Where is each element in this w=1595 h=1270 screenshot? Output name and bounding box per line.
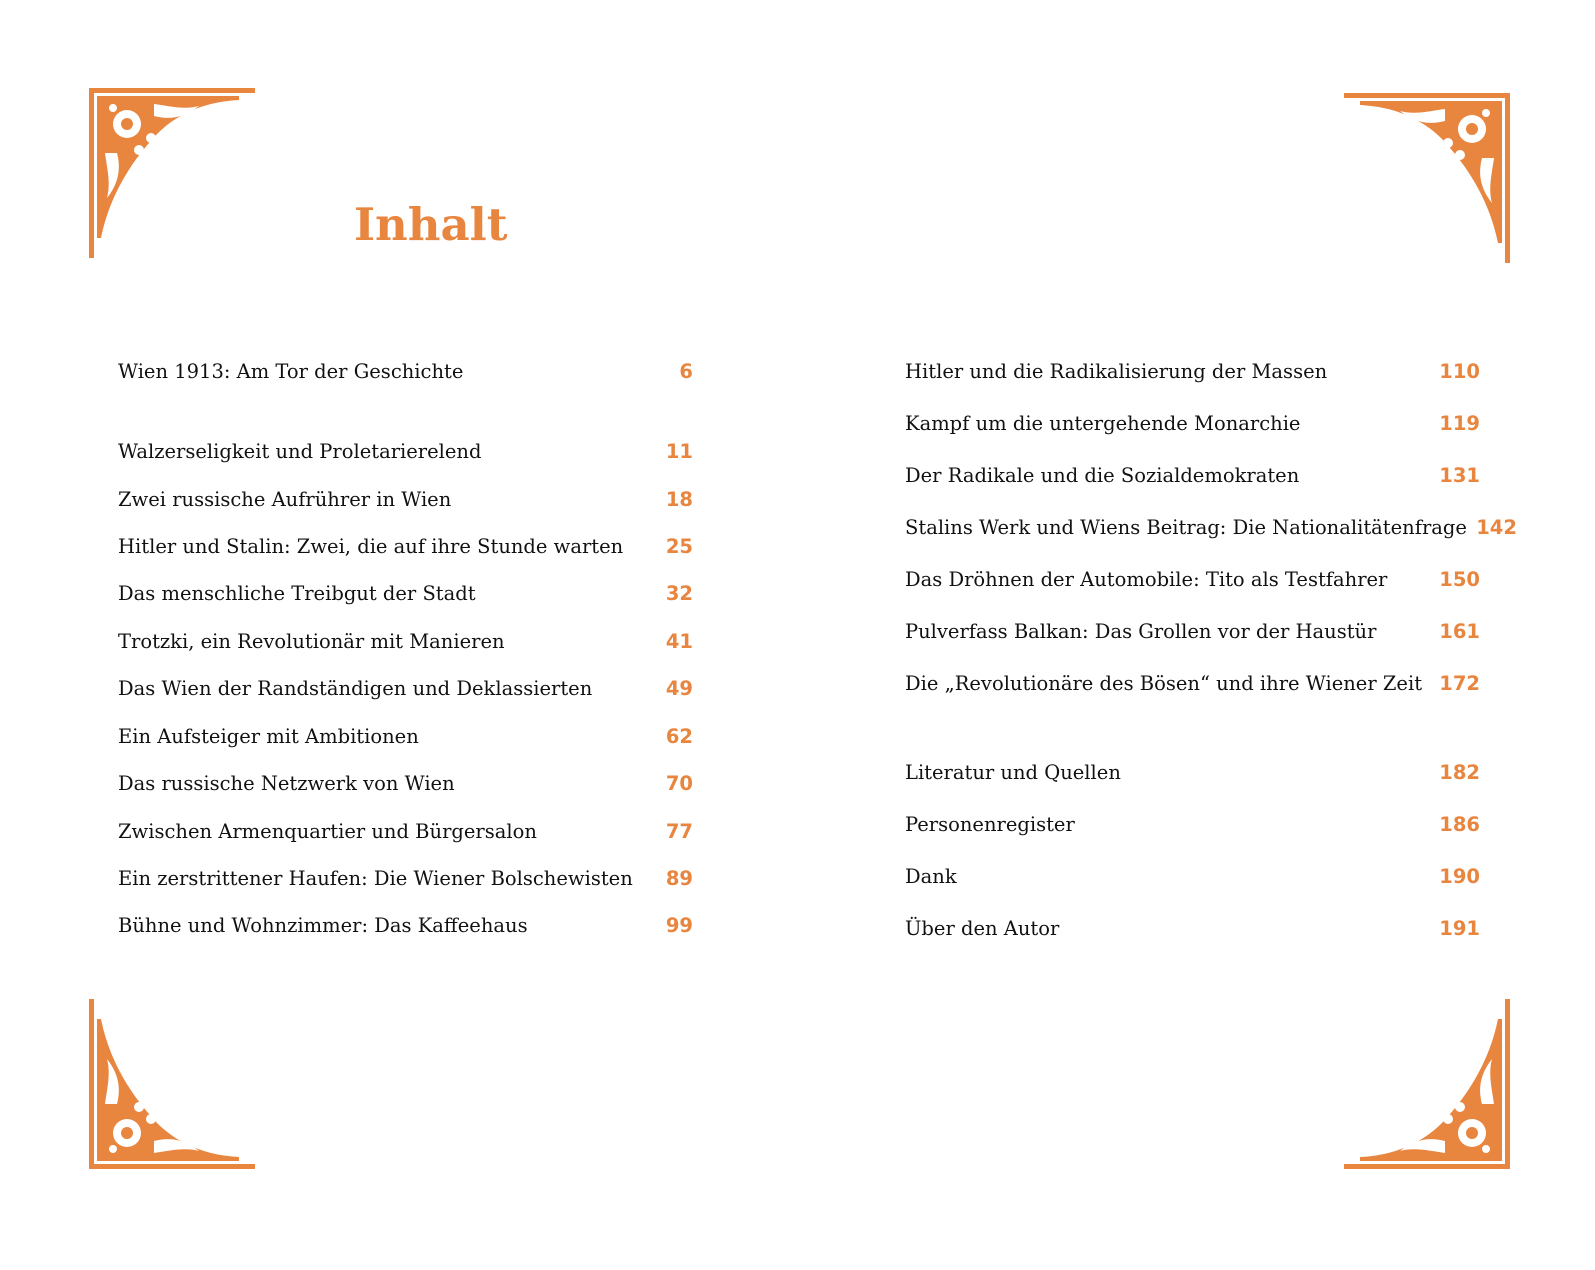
toc-entry-title: Über den Autor xyxy=(905,916,1060,940)
ornamental-corner-icon xyxy=(89,999,255,1169)
toc-entry-title: Das Wien der Randständigen und Deklassierten xyxy=(118,676,593,700)
page-title: Inhalt xyxy=(354,198,508,251)
toc-entry-page: 89 xyxy=(665,866,693,890)
toc-entry-page: 190 xyxy=(1439,864,1480,888)
toc-entry-page: 131 xyxy=(1439,463,1480,487)
toc-entry-page: 150 xyxy=(1439,567,1480,591)
toc-entry-title: Wien 1913: Am Tor der Geschichte xyxy=(118,359,464,383)
toc-entry-page: 186 xyxy=(1439,812,1480,836)
toc-entry[interactable] xyxy=(905,913,1480,943)
toc-entry-title: Bühne und Wohnzimmer: Das Kaffeehaus xyxy=(118,913,528,937)
toc-entry[interactable] xyxy=(905,356,1480,386)
toc-entry-title: Pulverfass Balkan: Das Grollen vor der Haustür xyxy=(905,619,1377,643)
toc-entry[interactable] xyxy=(905,512,1517,542)
toc-entry[interactable] xyxy=(905,668,1480,698)
toc-entry[interactable] xyxy=(905,616,1480,646)
toc-entry-title: Zwei russische Aufrührer in Wien xyxy=(118,487,452,511)
toc-entry-page: 161 xyxy=(1439,619,1480,643)
ornamental-corner-icon xyxy=(1344,999,1510,1169)
toc-entry-page: 41 xyxy=(665,629,693,653)
toc-entry-title: Das russische Netzwerk von Wien xyxy=(118,771,455,795)
toc-entry-title: Ein zerstrittener Haufen: Die Wiener Bolschewisten xyxy=(118,866,633,890)
toc-entry[interactable] xyxy=(118,531,693,561)
toc-entry[interactable] xyxy=(118,673,693,703)
toc-entry[interactable] xyxy=(905,757,1480,787)
toc-entry-title: Kampf um die untergehende Monarchie xyxy=(905,411,1301,435)
toc-entry-title: Hitler und die Radikalisierung der Massen xyxy=(905,359,1328,383)
toc-entry[interactable] xyxy=(905,809,1480,839)
ornamental-corner-icon xyxy=(89,88,255,258)
toc-entry-title: Hitler und Stalin: Zwei, die auf ihre Stunde warten xyxy=(118,534,624,558)
ornamental-corner-icon xyxy=(1344,93,1510,263)
toc-entry-title: Die „Revolutionäre des Bösen“ und ihre Wiener Zeit xyxy=(905,671,1423,695)
toc-entry[interactable] xyxy=(118,578,693,608)
toc-entry-page: 119 xyxy=(1439,411,1480,435)
toc-entry[interactable] xyxy=(118,910,693,940)
toc-entry-page: 77 xyxy=(665,819,693,843)
toc-entry-page: 11 xyxy=(665,439,693,463)
toc-entry-page: 110 xyxy=(1439,359,1480,383)
toc-entry-title: Zwischen Armenquartier und Bürgersalon xyxy=(118,819,537,843)
toc-entry-page: 142 xyxy=(1476,515,1517,539)
toc-entry-page: 191 xyxy=(1439,916,1480,940)
toc-entry-title: Ein Aufsteiger mit Ambitionen xyxy=(118,724,419,748)
toc-entry-page: 70 xyxy=(665,771,693,795)
toc-entry[interactable] xyxy=(905,564,1480,594)
toc-entry[interactable] xyxy=(118,816,693,846)
toc-entry-title: Walzerseligkeit und Proletarierelend xyxy=(118,439,482,463)
toc-entry[interactable] xyxy=(118,356,693,386)
toc-entry[interactable] xyxy=(118,626,693,656)
toc-entry-title: Das Dröhnen der Automobile: Tito als Testfahrer xyxy=(905,567,1388,591)
toc-entry-page: 18 xyxy=(665,487,693,511)
toc-entry-page: 6 xyxy=(679,359,693,383)
toc-entry-page: 32 xyxy=(665,581,693,605)
toc-entry[interactable] xyxy=(118,768,693,798)
toc-entry-title: Das menschliche Treibgut der Stadt xyxy=(118,581,476,605)
toc-entry[interactable] xyxy=(905,460,1480,490)
toc-entry[interactable] xyxy=(118,721,693,751)
toc-entry-page: 99 xyxy=(665,913,693,937)
toc-entry[interactable] xyxy=(118,484,693,514)
toc-entry-title: Literatur und Quellen xyxy=(905,760,1121,784)
toc-entry-title: Personenregister xyxy=(905,812,1075,836)
toc-entry-title: Stalins Werk und Wiens Beitrag: Die Nationalitätenfrage xyxy=(905,515,1467,539)
toc-entry-page: 172 xyxy=(1439,671,1480,695)
toc-entry[interactable] xyxy=(905,408,1480,438)
toc-entry-page: 62 xyxy=(665,724,693,748)
toc-entry-title: Der Radikale und die Sozialdemokraten xyxy=(905,463,1300,487)
toc-entry[interactable] xyxy=(118,436,693,466)
toc-entry[interactable] xyxy=(905,861,1480,891)
toc-entry-page: 182 xyxy=(1439,760,1480,784)
toc-entry-page: 25 xyxy=(665,534,693,558)
toc-entry-page: 49 xyxy=(665,676,693,700)
toc-entry-title: Dank xyxy=(905,864,957,888)
toc-entry-title: Trotzki, ein Revolutionär mit Manieren xyxy=(118,629,505,653)
toc-entry[interactable] xyxy=(118,863,693,893)
